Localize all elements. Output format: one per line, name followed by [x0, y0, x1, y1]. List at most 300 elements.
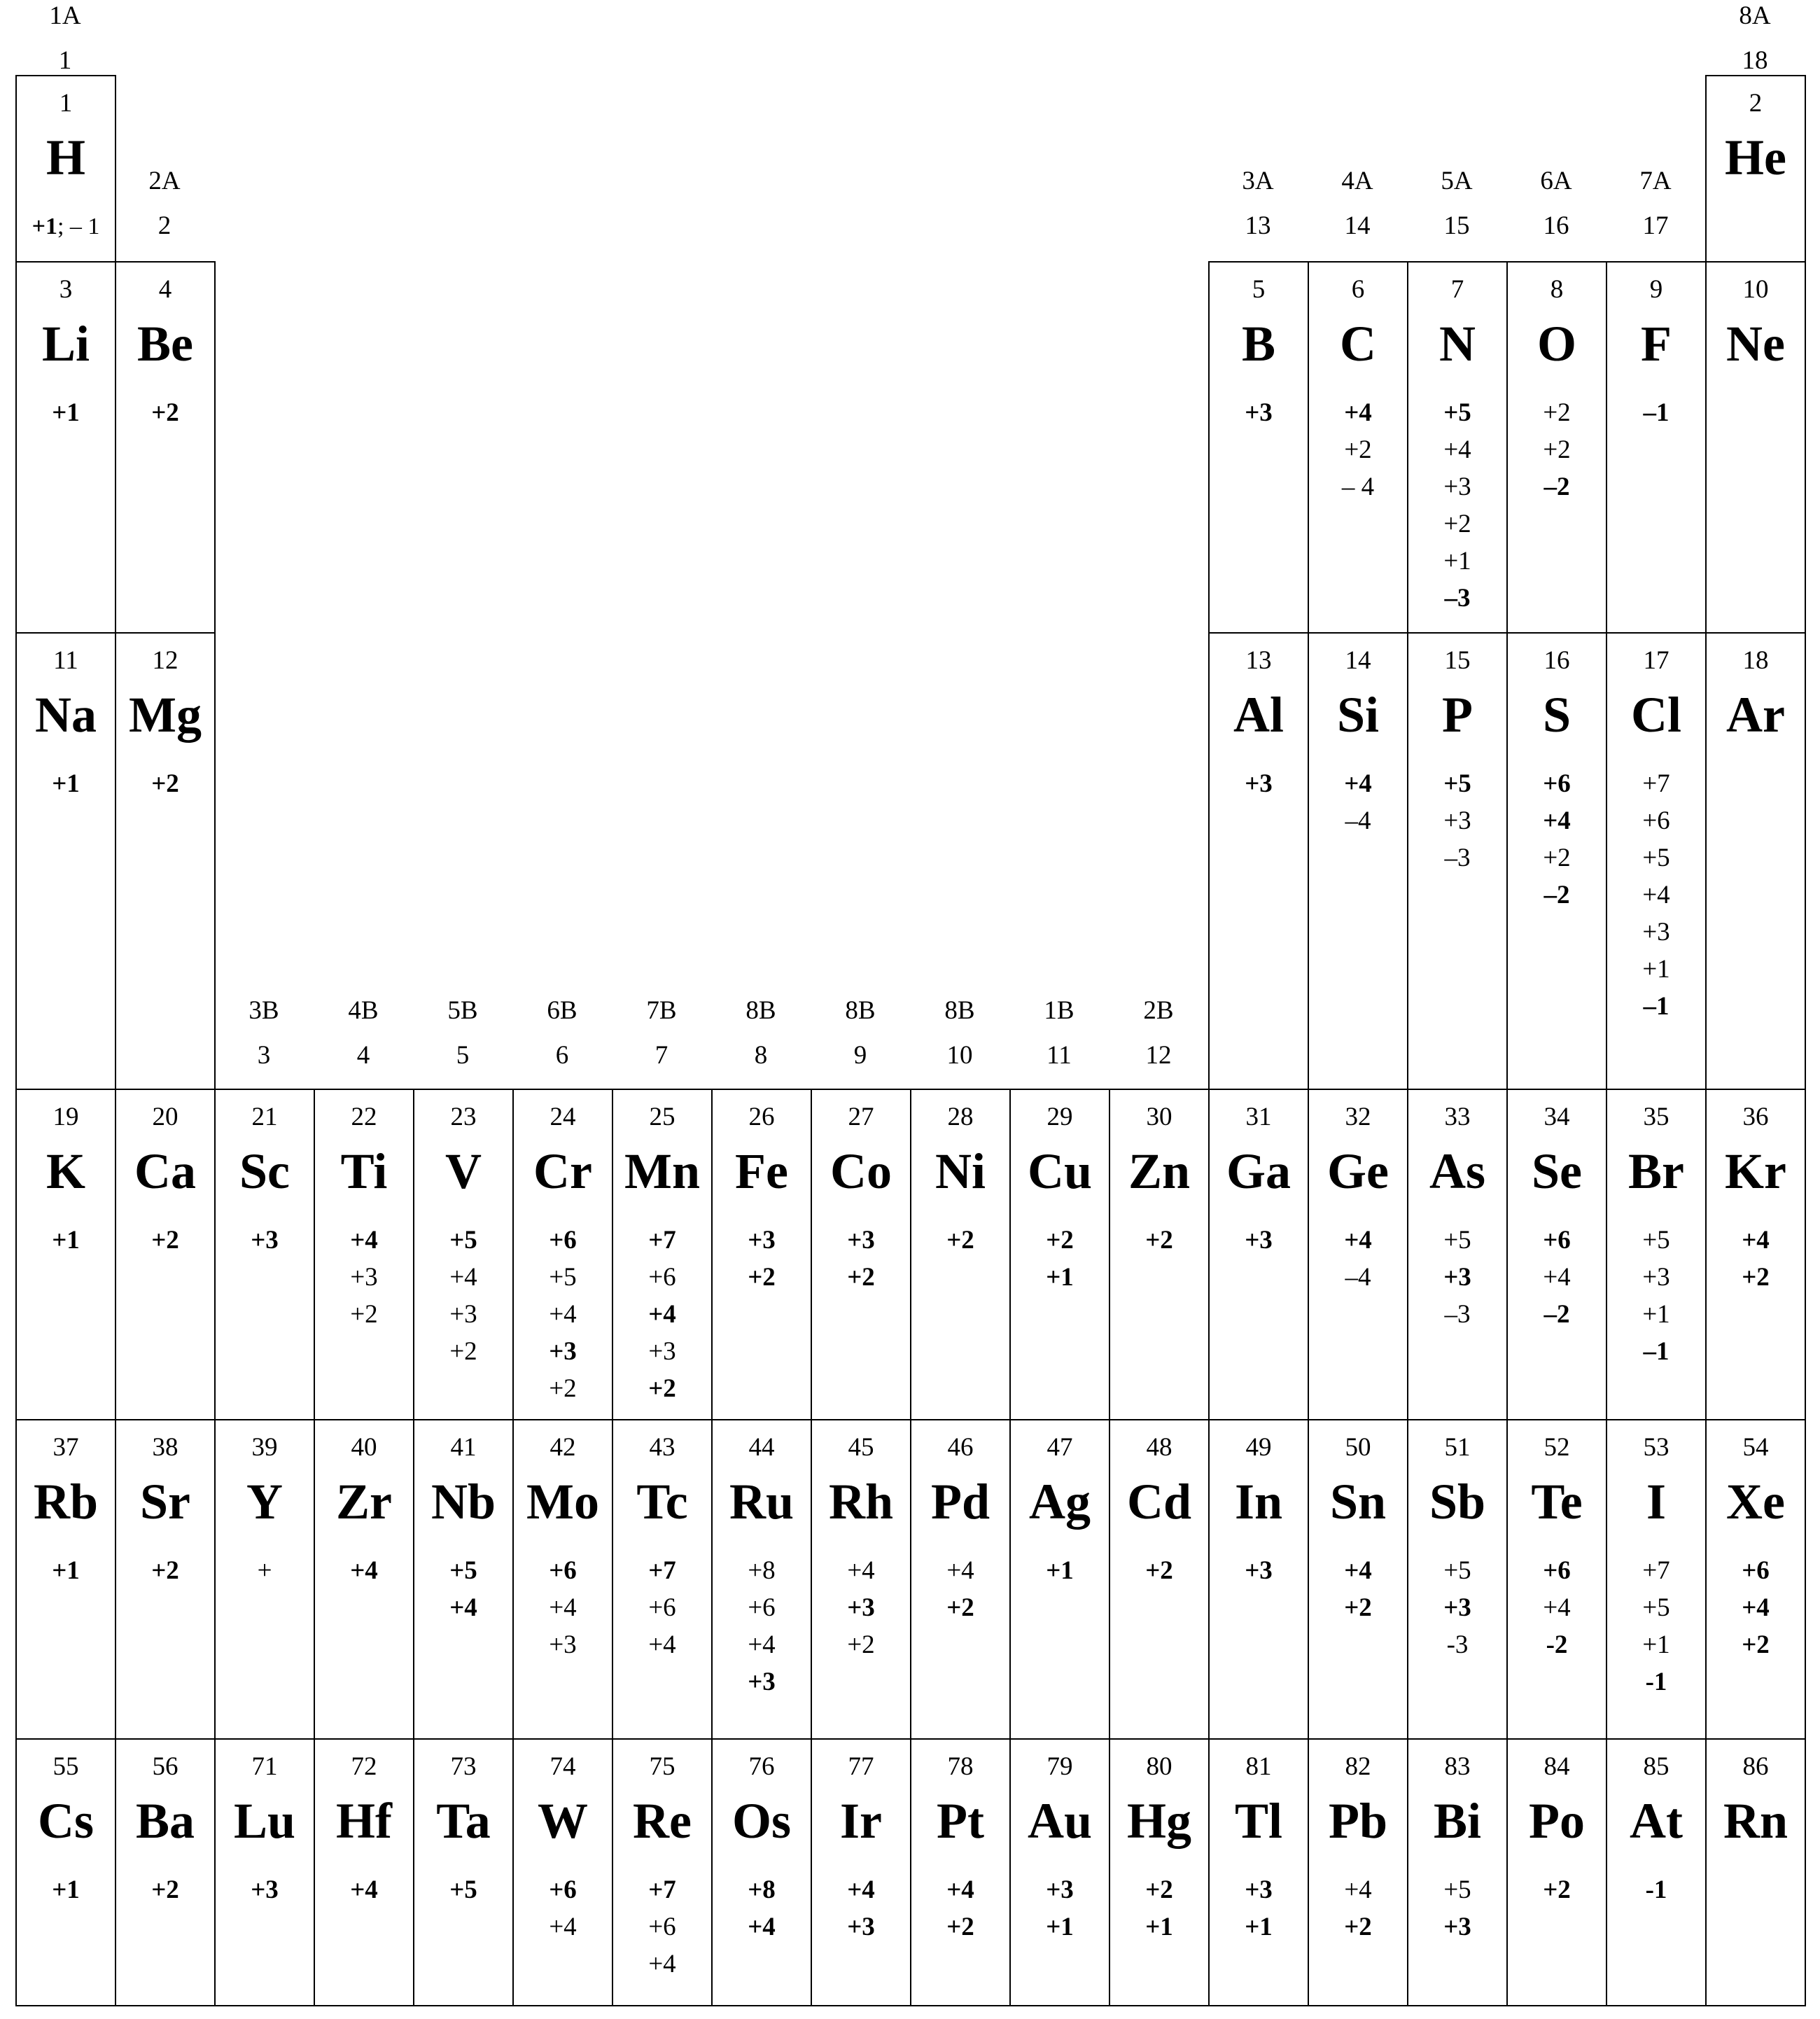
oxidation-states — [1011, 1222, 1109, 1296]
oxidation-state: +4 — [1742, 1226, 1770, 1255]
oxidation-state: +3 — [1443, 1913, 1471, 1941]
element-cell-ge — [1308, 1089, 1408, 1420]
element-cell-rb — [15, 1419, 116, 1740]
oxidation-states — [17, 765, 115, 802]
element-symbol: Se — [1532, 1143, 1582, 1199]
element-symbol: Lu — [233, 1793, 296, 1849]
element-symbol: Cr — [533, 1143, 592, 1199]
oxidation-states — [514, 1222, 612, 1407]
group-family-label: 7A — [1639, 167, 1672, 195]
oxidation-states — [1309, 1552, 1407, 1626]
group-header-9 — [811, 998, 910, 1087]
atomic-number: 51 — [1444, 1433, 1471, 1462]
element-cell-ni — [910, 1089, 1011, 1420]
atomic-number: 56 — [152, 1752, 178, 1781]
atomic-number: 86 — [1742, 1752, 1769, 1781]
element-cell-h — [15, 75, 116, 263]
oxidation-state: +3 — [1245, 1875, 1273, 1904]
atomic-number: 31 — [1245, 1103, 1272, 1131]
oxidation-state: +4 — [1543, 806, 1571, 835]
element-symbol: Na — [35, 687, 97, 743]
oxidation-states — [414, 1871, 512, 1908]
element-cell-pb — [1308, 1738, 1408, 2006]
oxidation-state: +2 — [847, 1263, 875, 1292]
element-symbol: Re — [633, 1793, 692, 1849]
element-cell-n — [1407, 261, 1508, 634]
oxidation-state: +3 — [549, 1630, 577, 1659]
element-cell-ba — [115, 1738, 216, 2006]
element-cell-kr — [1705, 1089, 1806, 1420]
oxidation-state: +1; – 1 — [31, 214, 100, 239]
group-header-10 — [910, 998, 1009, 1087]
atomic-number: 28 — [947, 1103, 974, 1131]
element-cell-bi — [1407, 1738, 1508, 2006]
oxidation-state: +2 — [1145, 1226, 1173, 1255]
element-cell-li — [15, 261, 116, 634]
oxidation-state: +4 — [549, 1300, 577, 1329]
oxidation-state: +2 — [151, 769, 179, 798]
element-symbol: S — [1542, 687, 1572, 743]
element-cell-ir — [811, 1738, 911, 2006]
atomic-number: 4 — [158, 275, 172, 304]
group-family-label: 7B — [646, 996, 677, 1025]
oxidation-states — [1309, 765, 1407, 839]
atomic-number: 23 — [450, 1103, 477, 1131]
oxidation-state: +3 — [449, 1300, 477, 1329]
oxidation-state: –2 — [1544, 881, 1570, 909]
oxidation-state: +4 — [946, 1556, 974, 1585]
element-symbol: Zn — [1128, 1143, 1191, 1199]
oxidation-state: +4 — [648, 1300, 676, 1329]
oxidation-state: +1 — [1642, 1630, 1670, 1659]
oxidation-state: +2 — [946, 1593, 974, 1622]
atomic-number: 29 — [1046, 1103, 1073, 1131]
element-symbol: K — [46, 1143, 85, 1199]
oxidation-state: +4 — [1344, 1226, 1372, 1255]
oxidation-state: –3 — [1444, 844, 1471, 872]
oxidation-state: +4 — [1543, 1263, 1571, 1292]
oxidation-state: +2 — [1344, 1593, 1372, 1622]
atomic-number: 84 — [1544, 1752, 1570, 1781]
oxidation-states — [812, 1222, 910, 1296]
element-symbol: In — [1234, 1474, 1283, 1530]
atomic-number: 26 — [748, 1103, 775, 1131]
element-symbol: Sr — [140, 1474, 190, 1530]
element-symbol: Au — [1027, 1793, 1093, 1849]
element-cell-in — [1208, 1419, 1309, 1740]
element-symbol: Tc — [636, 1474, 688, 1530]
oxidation-state: +3 — [1642, 918, 1670, 946]
oxidation-state: +4 — [350, 1875, 378, 1904]
oxidation-states — [613, 1871, 711, 1983]
atomic-number: 78 — [947, 1752, 974, 1781]
atomic-number: 36 — [1742, 1103, 1769, 1131]
oxidation-states — [116, 1552, 214, 1589]
group-family-label: 5A — [1441, 167, 1473, 195]
atomic-number: 12 — [152, 646, 178, 675]
oxidation-states — [1508, 394, 1606, 505]
atomic-number: 3 — [59, 275, 73, 304]
element-cell-ag — [1009, 1419, 1110, 1740]
atomic-number: 16 — [1544, 646, 1570, 675]
oxidation-state: +2 — [449, 1337, 477, 1366]
oxidation-state: –1 — [1643, 1337, 1670, 1366]
element-cell-co — [811, 1089, 911, 1420]
oxidation-states — [1607, 765, 1705, 1025]
atomic-number: 37 — [52, 1433, 79, 1462]
oxidation-state: +7 — [648, 1875, 676, 1904]
group-family-label: 8B — [845, 996, 876, 1025]
element-cell-ca — [115, 1089, 216, 1420]
element-symbol: Ag — [1029, 1474, 1091, 1530]
atomic-number: 25 — [649, 1103, 676, 1131]
element-symbol: Ir — [840, 1793, 882, 1849]
oxidation-states — [1309, 1871, 1407, 1945]
oxidation-state: +1 — [1046, 1913, 1074, 1941]
group-header-13 — [1208, 168, 1308, 258]
group-family-label: 8A — [1739, 1, 1771, 30]
oxidation-state: +2 — [1543, 398, 1571, 427]
oxidation-states — [911, 1552, 1009, 1626]
element-cell-w — [512, 1738, 613, 2006]
oxidation-states — [116, 1222, 214, 1259]
atomic-number: 8 — [1550, 275, 1564, 304]
atomic-number: 77 — [848, 1752, 874, 1781]
group-family-label: 6A — [1540, 167, 1572, 195]
oxidation-state: +2 — [1344, 1913, 1372, 1941]
atomic-number: 50 — [1345, 1433, 1371, 1462]
group-number-label: 10 — [946, 1041, 973, 1070]
element-cell-re — [612, 1738, 713, 2006]
element-symbol: Hg — [1126, 1793, 1191, 1849]
element-symbol: Ar — [1726, 687, 1785, 743]
element-cell-b — [1208, 261, 1309, 634]
oxidation-state: +3 — [549, 1337, 577, 1366]
group-number-label: 13 — [1245, 211, 1271, 240]
atomic-number: 21 — [251, 1103, 278, 1131]
oxidation-state: +6 — [1543, 1226, 1571, 1255]
element-symbol: Mg — [129, 687, 202, 743]
oxidation-state: +2 — [847, 1630, 875, 1659]
atomic-number: 74 — [550, 1752, 576, 1781]
element-symbol: Y — [246, 1474, 283, 1530]
element-symbol: Te — [1531, 1474, 1583, 1530]
atomic-number: 85 — [1643, 1752, 1670, 1781]
oxidation-state: +3 — [748, 1668, 776, 1696]
atomic-number: 47 — [1046, 1433, 1073, 1462]
element-cell-na — [15, 632, 116, 1090]
element-symbol: Zr — [336, 1474, 392, 1530]
atomic-number: 34 — [1544, 1103, 1570, 1131]
element-cell-au — [1009, 1738, 1110, 2006]
oxidation-state: +6 — [1543, 1556, 1571, 1585]
group-header-8 — [711, 998, 811, 1087]
oxidation-state: +4 — [449, 1593, 477, 1622]
group-header-16 — [1506, 168, 1606, 258]
oxidation-state: +1 — [52, 1875, 80, 1904]
element-cell-pt — [910, 1738, 1011, 2006]
oxidation-state: +4 — [1543, 1593, 1571, 1622]
oxidation-state: – 4 — [1341, 473, 1375, 501]
element-cell-tl — [1208, 1738, 1309, 2006]
element-cell-se — [1506, 1089, 1607, 1420]
element-cell-po — [1506, 1738, 1607, 2006]
oxidation-state: +2 — [1145, 1556, 1173, 1585]
element-cell-mo — [512, 1419, 613, 1740]
element-cell-p — [1407, 632, 1508, 1090]
atomic-number: 35 — [1643, 1103, 1670, 1131]
oxidation-state: +4 — [350, 1226, 378, 1255]
oxidation-state: +5 — [449, 1226, 477, 1255]
element-symbol: Nb — [430, 1474, 496, 1530]
element-cell-he — [1705, 75, 1806, 263]
oxidation-state: +1 — [52, 769, 80, 798]
oxidation-states — [414, 1552, 512, 1626]
atomic-number: 39 — [251, 1433, 278, 1462]
oxidation-state: +5 — [1642, 844, 1670, 872]
element-cell-i — [1606, 1419, 1707, 1740]
element-symbol: Al — [1233, 687, 1284, 743]
element-symbol: Os — [732, 1793, 792, 1849]
oxidation-state: -1 — [1645, 1875, 1667, 1904]
element-symbol: C — [1340, 316, 1376, 372]
element-cell-os — [711, 1738, 812, 2006]
oxidation-states — [17, 208, 115, 245]
group-family-label: 6B — [547, 996, 578, 1025]
oxidation-states — [1707, 1222, 1805, 1296]
oxidation-states — [1408, 765, 1506, 876]
element-cell-sr — [115, 1419, 216, 1740]
oxidation-states — [1210, 394, 1308, 431]
oxidation-state: +5 — [1443, 1556, 1471, 1585]
element-cell-xe — [1705, 1419, 1806, 1740]
element-symbol: P — [1442, 687, 1473, 743]
oxidation-states — [1408, 1871, 1506, 1945]
oxidation-state: +3 — [748, 1226, 776, 1255]
group-family-label: 4A — [1341, 167, 1373, 195]
oxidation-state: +3 — [350, 1263, 378, 1292]
oxidation-state: +3 — [1443, 1593, 1471, 1622]
group-header-12 — [1109, 998, 1208, 1087]
element-cell-cl — [1606, 632, 1707, 1090]
element-symbol: Tl — [1234, 1793, 1283, 1849]
element-cell-sc — [214, 1089, 315, 1420]
atomic-number: 73 — [450, 1752, 477, 1781]
oxidation-states — [1110, 1222, 1208, 1259]
oxidation-state: +6 — [648, 1913, 676, 1941]
group-number-label: 15 — [1443, 211, 1470, 240]
oxidation-state: +6 — [549, 1875, 577, 1904]
oxidation-states — [315, 1871, 413, 1908]
element-symbol: Be — [137, 316, 193, 372]
oxidation-states — [613, 1552, 711, 1663]
oxidation-state: +2 — [151, 398, 179, 427]
element-symbol: I — [1646, 1474, 1667, 1530]
element-cell-as — [1407, 1089, 1508, 1420]
oxidation-state: –1 — [1643, 398, 1670, 427]
group-header-3 — [214, 998, 314, 1087]
element-symbol: Xe — [1726, 1474, 1785, 1530]
element-symbol: Hf — [336, 1793, 392, 1849]
oxidation-states — [1309, 1222, 1407, 1296]
element-cell-ar — [1705, 632, 1806, 1090]
element-symbol: Cl — [1631, 687, 1681, 743]
atomic-number: 1 — [59, 89, 73, 118]
oxidation-state: +3 — [847, 1226, 875, 1255]
atomic-number: 27 — [848, 1103, 874, 1131]
atomic-number: 19 — [52, 1103, 79, 1131]
oxidation-states — [216, 1222, 314, 1259]
oxidation-state: +4 — [449, 1263, 477, 1292]
oxidation-state: +4 — [549, 1593, 577, 1622]
element-symbol: Ni — [935, 1143, 986, 1199]
oxidation-states — [1210, 1552, 1308, 1589]
element-symbol: Mo — [526, 1474, 599, 1530]
group-number-label: 9 — [853, 1041, 867, 1070]
oxidation-states — [17, 1552, 115, 1589]
element-cell-mg — [115, 632, 216, 1090]
oxidation-state: +5 — [1443, 769, 1471, 798]
oxidation-state: +4 — [1344, 1875, 1372, 1904]
element-cell-sn — [1308, 1419, 1408, 1740]
element-cell-s — [1506, 632, 1607, 1090]
group-number-label: 12 — [1145, 1041, 1172, 1070]
oxidation-state: +2 — [151, 1226, 179, 1255]
atomic-number: 11 — [53, 646, 78, 675]
element-symbol: Fe — [735, 1143, 788, 1199]
element-cell-c — [1308, 261, 1408, 634]
atomic-number: 80 — [1146, 1752, 1172, 1781]
element-symbol: F — [1641, 316, 1672, 372]
element-symbol: Ta — [436, 1793, 491, 1849]
atomic-number: 45 — [848, 1433, 874, 1462]
oxidation-states — [1607, 1871, 1705, 1908]
oxidation-state: +4 — [1344, 769, 1372, 798]
group-family-label: 8B — [944, 996, 975, 1025]
element-cell-be — [115, 261, 216, 634]
element-symbol: Ti — [340, 1143, 388, 1199]
oxidation-state: +5 — [549, 1263, 577, 1292]
oxidation-state: +1 — [52, 398, 80, 427]
oxidation-state: +4 — [847, 1556, 875, 1585]
element-symbol: B — [1241, 316, 1276, 372]
oxidation-state: +6 — [648, 1263, 676, 1292]
oxidation-state: +2 — [1046, 1226, 1074, 1255]
oxidation-state: +7 — [1642, 769, 1670, 798]
group-number-label: 5 — [456, 1041, 470, 1070]
oxidation-state: +7 — [648, 1226, 676, 1255]
element-cell-zr — [314, 1419, 414, 1740]
group-header-14 — [1308, 168, 1407, 258]
element-cell-zn — [1109, 1089, 1210, 1420]
oxidation-state: +4 — [748, 1630, 776, 1659]
atomic-number: 14 — [1345, 646, 1371, 675]
element-symbol: Kr — [1725, 1143, 1786, 1199]
atomic-number: 2 — [1749, 89, 1763, 118]
group-header-5 — [413, 998, 512, 1087]
oxidation-state: +3 — [251, 1875, 279, 1904]
oxidation-states — [1607, 1552, 1705, 1700]
oxidation-state: +1 — [1046, 1263, 1074, 1292]
oxidation-state: +3 — [648, 1337, 676, 1366]
element-symbol: O — [1536, 316, 1576, 372]
oxidation-state: +4 — [847, 1875, 875, 1904]
element-cell-at — [1606, 1738, 1707, 2006]
atomic-number: 55 — [52, 1752, 79, 1781]
oxidation-state: +3 — [1245, 398, 1273, 427]
atomic-number: 24 — [550, 1103, 576, 1131]
group-header-11 — [1009, 998, 1109, 1087]
oxidation-states — [1210, 1222, 1308, 1259]
group-number-label: 17 — [1642, 211, 1669, 240]
oxidation-state: +3 — [847, 1593, 875, 1622]
group-number-label: 1 — [58, 46, 72, 75]
element-symbol: Rn — [1723, 1793, 1788, 1849]
oxidation-states — [1309, 394, 1407, 505]
atomic-number: 72 — [351, 1752, 377, 1781]
oxidation-state: +2 — [549, 1374, 577, 1403]
oxidation-state: +4 — [1344, 398, 1372, 427]
oxidation-state: +2 — [1742, 1630, 1770, 1659]
oxidation-state: -3 — [1446, 1630, 1469, 1659]
oxidation-states — [911, 1871, 1009, 1945]
group-number-label: 8 — [754, 1041, 768, 1070]
oxidation-state: +3 — [1443, 806, 1471, 835]
element-symbol: Ru — [729, 1474, 794, 1530]
element-symbol: H — [46, 130, 85, 186]
oxidation-states — [216, 1552, 314, 1589]
group-number-label: 3 — [257, 1041, 271, 1070]
element-symbol: Ba — [135, 1793, 195, 1849]
oxidation-states — [1707, 1552, 1805, 1663]
oxidation-state: +3 — [1443, 1263, 1471, 1292]
element-symbol: Ge — [1327, 1143, 1389, 1199]
element-cell-cd — [1109, 1419, 1210, 1740]
atomic-number: 53 — [1643, 1433, 1670, 1462]
oxidation-states — [713, 1552, 811, 1700]
element-cell-rh — [811, 1419, 911, 1740]
oxidation-state: +2 — [946, 1226, 974, 1255]
element-cell-lu — [214, 1738, 315, 2006]
atomic-number: 10 — [1742, 275, 1769, 304]
oxidation-state: +4 — [946, 1875, 974, 1904]
group-header-7 — [612, 998, 711, 1087]
element-symbol: Li — [41, 316, 90, 372]
oxidation-state: +2 — [1543, 1875, 1571, 1904]
atomic-number: 79 — [1046, 1752, 1073, 1781]
oxidation-states — [1508, 1222, 1606, 1333]
oxidation-states — [1508, 1552, 1606, 1663]
oxidation-state: +4 — [549, 1913, 577, 1941]
element-cell-cr — [512, 1089, 613, 1420]
atomic-number: 44 — [748, 1433, 775, 1462]
group-family-label: 1A — [49, 1, 81, 30]
element-symbol: V — [445, 1143, 482, 1199]
oxidation-state: –3 — [1444, 1300, 1471, 1329]
element-symbol: As — [1429, 1143, 1485, 1199]
oxidation-state: +2 — [350, 1300, 378, 1329]
oxidation-state: +6 — [748, 1593, 776, 1622]
oxidation-state: +6 — [549, 1556, 577, 1585]
group-header-15 — [1407, 168, 1506, 258]
oxidation-state: –3 — [1444, 584, 1471, 613]
element-symbol: Mn — [624, 1143, 700, 1199]
oxidation-state: +5 — [449, 1556, 477, 1585]
atomic-number: 9 — [1649, 275, 1663, 304]
oxidation-states — [911, 1222, 1009, 1259]
oxidation-state: +6 — [648, 1593, 676, 1622]
oxidation-states — [514, 1871, 612, 1945]
